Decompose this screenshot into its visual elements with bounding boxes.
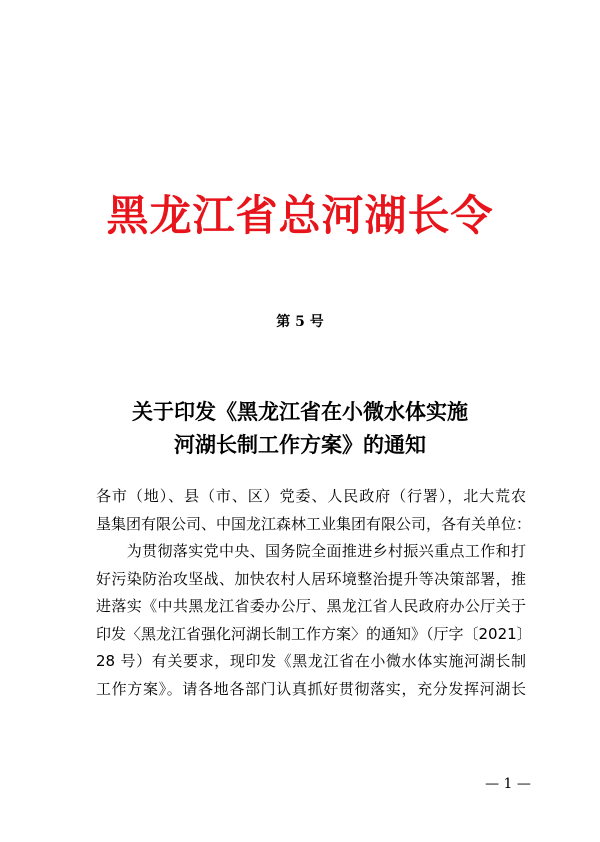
body-line: 各市（地）、县（市、区）党委、人民政府（行署），北大荒农 xyxy=(96,487,526,505)
body-line: 好污染防治攻坚战、加快农村人居环境整治提升等决策部署，推 xyxy=(96,569,526,588)
document-header-title: 黑龙江省总河湖长令 xyxy=(106,191,494,240)
document-number: 第 5 号 xyxy=(276,314,324,330)
body-line: 工作方案》。请各地各部门认真抓好贯彻落实，充分发挥河湖长 xyxy=(96,679,526,698)
subject-line: 关于印发《黑龙江省在小微水体实施 xyxy=(132,399,468,424)
subject-line: 河湖长制工作方案》的通知 xyxy=(174,432,426,457)
body-line: 印发〈黑龙江省强化河湖长制工作方案〉的通知》（厅字〔2021〕 xyxy=(96,624,532,643)
body-line: 28 号）有关要求，现印发《黑龙江省在小微水体实施河湖长制 xyxy=(96,652,526,670)
page-number: — 1 — xyxy=(485,776,531,792)
document-subject xyxy=(0,395,600,461)
body-line: 垦集团有限公司、中国龙江森林工业集团有限公司，各有关单位： xyxy=(96,514,532,533)
body-line: 进落实《中共黑龙江省委办公厅、黑龙江省人民政府办公厅关于 xyxy=(96,597,526,615)
document-body xyxy=(96,483,532,703)
body-line: 为贯彻落实党中央、国务院全面推进乡村振兴重点工作和打 xyxy=(96,542,526,560)
